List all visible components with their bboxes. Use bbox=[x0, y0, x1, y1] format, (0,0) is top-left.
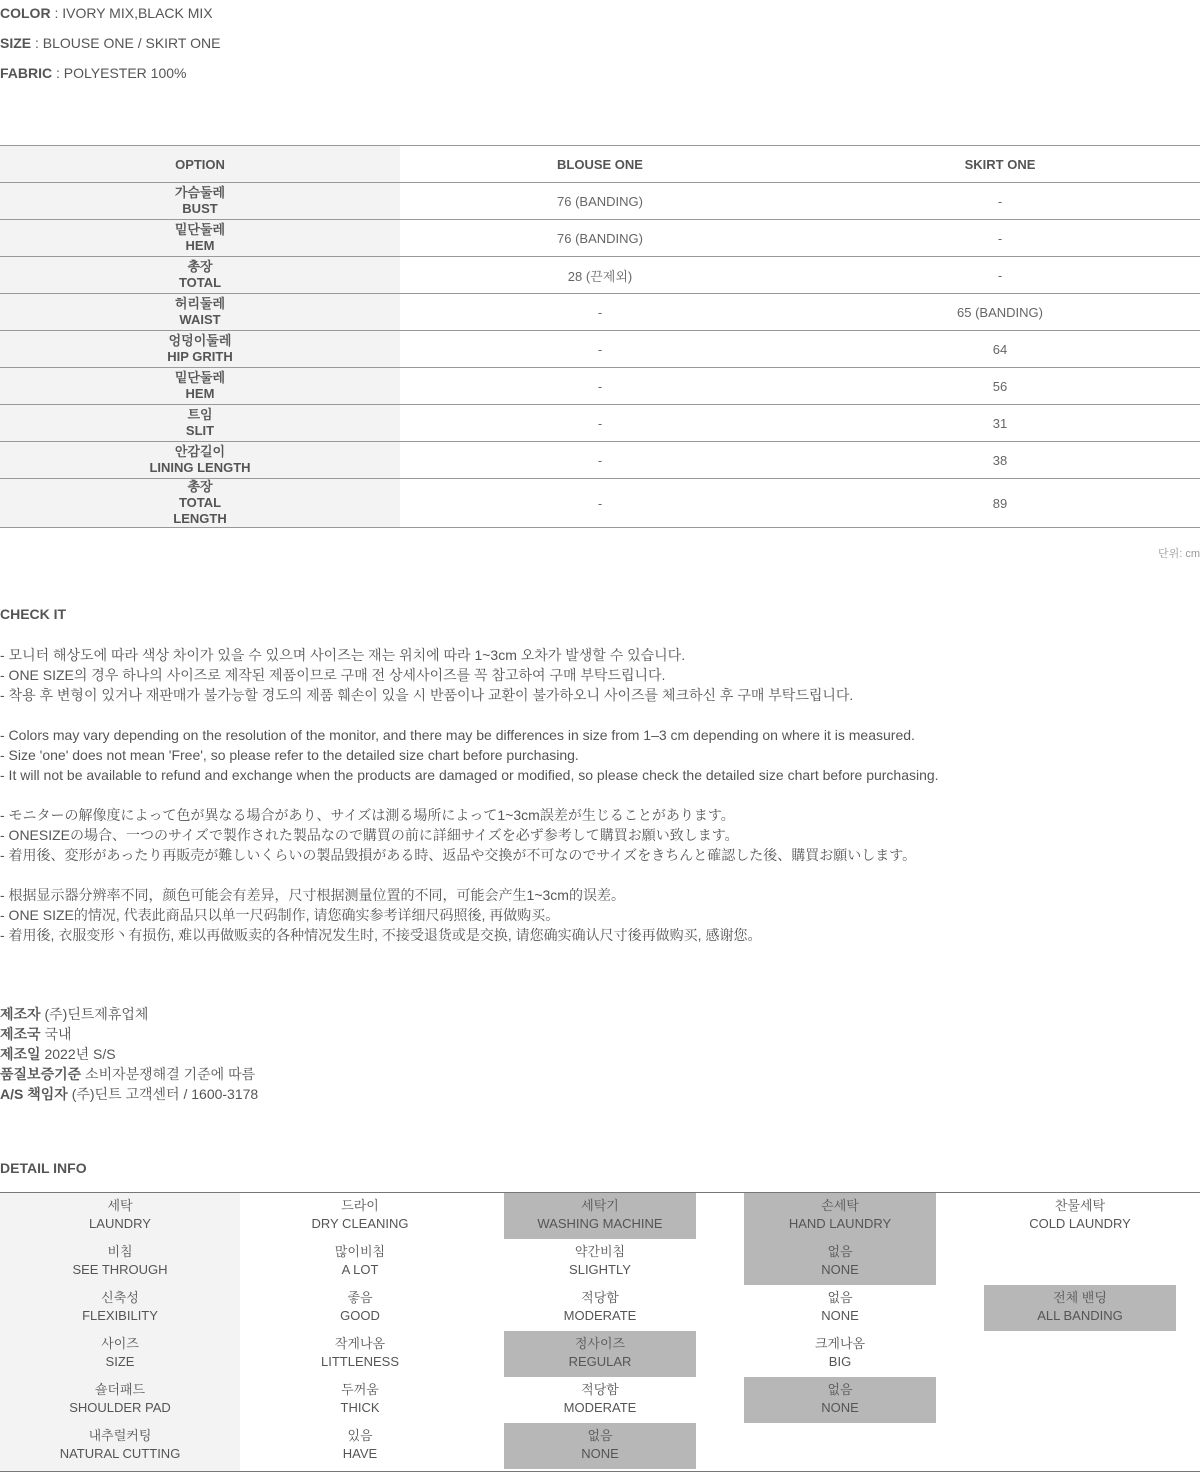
option-en: LITTLENESS bbox=[320, 1354, 400, 1369]
detail-label bbox=[0, 1239, 240, 1285]
spec-fabric bbox=[0, 65, 186, 81]
option-en: SLIGHTLY bbox=[569, 1262, 631, 1277]
spec-color-value: : IVORY MIX,BLACK MIX bbox=[50, 5, 213, 21]
row-label-ko: 총장 bbox=[187, 479, 213, 494]
option-en: DRY CLEANING bbox=[311, 1216, 409, 1231]
header-skirt: SKIRT ONE bbox=[800, 146, 1200, 183]
detail-info-grid bbox=[0, 1192, 1200, 1472]
option-en: MODERATE bbox=[563, 1400, 637, 1415]
detail-label-ko: 신축성 bbox=[101, 1290, 139, 1305]
option-ko: 없음 bbox=[827, 1382, 853, 1397]
notes-english bbox=[0, 725, 1200, 785]
table-row bbox=[0, 183, 1200, 220]
table-row bbox=[0, 405, 1200, 442]
detail-label-ko: 비침 bbox=[107, 1244, 133, 1259]
detail-option-selected bbox=[744, 1239, 936, 1285]
row-label bbox=[0, 405, 400, 442]
detail-option bbox=[264, 1331, 456, 1377]
row-label-en: HEM bbox=[185, 386, 215, 401]
option-en: BIG bbox=[828, 1354, 852, 1369]
option-ko: 적당함 bbox=[581, 1290, 619, 1305]
option-en: WASHING MACHINE bbox=[537, 1216, 663, 1231]
blouse-value: 76 (BANDING) bbox=[400, 183, 800, 220]
option-ko: 없음 bbox=[827, 1290, 853, 1305]
note-line: - ONE SIZE的情况, 代表此商品只以单一尺码制作, 请您确实参考详细尺码照後, 再做购买。 bbox=[0, 907, 560, 923]
detail-label-ko: 숄더패드 bbox=[94, 1382, 146, 1397]
skirt-value: 64 bbox=[800, 331, 1200, 368]
row-label-en: HIP GRITH bbox=[167, 349, 233, 364]
option-ko: 적당함 bbox=[581, 1382, 619, 1397]
spec-fabric-label: FABRIC bbox=[0, 65, 53, 81]
detail-label bbox=[0, 1331, 240, 1377]
option-en: NONE bbox=[821, 1308, 859, 1323]
blouse-value: - bbox=[400, 331, 800, 368]
skirt-value: - bbox=[800, 220, 1200, 257]
note-line: - Size 'one' does not mean 'Free', so please refer to the detailed size chart before purchasing. bbox=[0, 747, 579, 763]
table-row bbox=[0, 479, 1200, 528]
maker-value: (주)딘트제휴업체 bbox=[40, 1006, 149, 1022]
row-label bbox=[0, 183, 400, 220]
detail-label bbox=[0, 1285, 240, 1331]
note-line: - 着用後、変形があったり再販売が難しいくらいの製品毀損がある時、返品や交換が不可なのでサイズをきちんと確認した後、購買お願いします。 bbox=[0, 847, 917, 863]
note-line: - ONESIZEの場合、一つのサイズで製作された製品なので購買の前に詳細サイズを必ず参考して購買お願い致します。 bbox=[0, 827, 739, 843]
size-table-header-row bbox=[0, 146, 1200, 183]
option-ko: 세탁기 bbox=[581, 1198, 619, 1213]
maker-label: 제조자 bbox=[0, 1006, 41, 1022]
skirt-value: 65 (BANDING) bbox=[800, 294, 1200, 331]
option-en: THICK bbox=[340, 1400, 380, 1415]
note-line: - ONE SIZE의 경우 하나의 사이즈로 제작된 제품이므로 구매 전 상세사이즈를 꼭 참고하여 구매 부탁드립니다. bbox=[0, 667, 666, 683]
detail-option bbox=[504, 1239, 696, 1285]
spec-color bbox=[0, 5, 213, 21]
maker-line bbox=[0, 1064, 258, 1084]
row-label-ko: 밑단둘레 bbox=[174, 222, 226, 237]
blouse-value: - bbox=[400, 368, 800, 405]
skirt-value: - bbox=[800, 183, 1200, 220]
maker-value: 2022년 S/S bbox=[40, 1046, 116, 1062]
table-row bbox=[0, 368, 1200, 405]
detail-option bbox=[744, 1285, 936, 1331]
table-row bbox=[0, 220, 1200, 257]
skirt-value: 31 bbox=[800, 405, 1200, 442]
option-en: ALL BANDING bbox=[1037, 1308, 1123, 1323]
detail-label-en: LAUNDRY bbox=[89, 1216, 151, 1231]
option-en: COLD LAUNDRY bbox=[1029, 1216, 1131, 1231]
detail-option bbox=[504, 1377, 696, 1423]
option-en: REGULAR bbox=[568, 1354, 632, 1369]
option-en: GOOD bbox=[340, 1308, 380, 1323]
row-label-en: HEM bbox=[185, 238, 215, 253]
blouse-value: - bbox=[400, 405, 800, 442]
option-ko: 있음 bbox=[347, 1428, 373, 1443]
maker-value: (주)딘트 고객센터 / 1600-3178 bbox=[67, 1086, 259, 1102]
blouse-value: - bbox=[400, 479, 800, 528]
option-en: HAND LAUNDRY bbox=[788, 1216, 892, 1231]
size-table bbox=[0, 145, 1200, 528]
detail-option bbox=[504, 1285, 696, 1331]
table-row bbox=[0, 294, 1200, 331]
table-row bbox=[0, 331, 1200, 368]
maker-line bbox=[0, 1004, 258, 1024]
option-ko: 좋음 bbox=[347, 1290, 373, 1305]
option-ko: 드라이 bbox=[341, 1198, 379, 1213]
note-line: - 着用後, 衣服变形丶有损伤, 难以再做贩卖的各种情况发生时, 不接受退货或是交换, 请您确实确认尺寸後再做购买, 感谢您。 bbox=[0, 927, 762, 943]
maker-label: 제조일 bbox=[0, 1046, 41, 1062]
row-label bbox=[0, 442, 400, 479]
row-label bbox=[0, 257, 400, 294]
row-label-en2: LENGTH bbox=[173, 511, 227, 526]
manufacturer-info bbox=[0, 1004, 258, 1104]
maker-label: A/S 책임자 bbox=[0, 1086, 68, 1102]
blouse-value: 76 (BANDING) bbox=[400, 220, 800, 257]
row-label-ko: 안감길이 bbox=[174, 444, 226, 459]
note-line: - It will not be available to refund and exchange when the products are damaged or modified, so please check the detailed size chart before purchasing. bbox=[0, 767, 939, 783]
blouse-value: 28 (끈제외) bbox=[400, 257, 800, 294]
note-line: - 根据显示器分辨率不同，颜色可能会有差异，尺寸根据测量位置的不同，可能会产生1~3cm的误差。 bbox=[0, 887, 625, 903]
option-en: HAVE bbox=[342, 1446, 378, 1461]
skirt-value: 38 bbox=[800, 442, 1200, 479]
detail-info-title: DETAIL INFO bbox=[0, 1160, 87, 1176]
detail-label bbox=[0, 1377, 240, 1423]
option-en: NONE bbox=[581, 1446, 619, 1461]
detail-option-selected bbox=[504, 1423, 696, 1469]
check-it-notes bbox=[0, 645, 1200, 965]
detail-option bbox=[264, 1285, 456, 1331]
row-label-en: BUST bbox=[182, 201, 218, 216]
row-label bbox=[0, 220, 400, 257]
row-label-ko: 엉덩이둘레 bbox=[168, 333, 232, 348]
option-ko: 손세탁 bbox=[821, 1198, 859, 1213]
detail-label-ko: 내추럴커팅 bbox=[88, 1428, 152, 1443]
table-row bbox=[0, 257, 1200, 294]
option-ko: 없음 bbox=[827, 1244, 853, 1259]
maker-value: 소비자분쟁해결 기준에 따름 bbox=[81, 1066, 256, 1082]
detail-option-selected bbox=[504, 1193, 696, 1239]
note-line: - Colors may vary depending on the resolution of the monitor, and there may be differences in size from 1–3 cm depending on where it is measured. bbox=[0, 727, 915, 743]
row-label bbox=[0, 294, 400, 331]
row-label-ko: 총장 bbox=[187, 259, 213, 274]
row-label-ko: 허리둘레 bbox=[174, 296, 226, 311]
option-ko: 많이비침 bbox=[334, 1244, 386, 1259]
maker-label: 품질보증기준 bbox=[0, 1066, 82, 1082]
detail-option bbox=[264, 1193, 456, 1239]
detail-option bbox=[984, 1193, 1176, 1239]
detail-label-en: NATURAL CUTTING bbox=[59, 1446, 181, 1461]
option-en: NONE bbox=[821, 1262, 859, 1277]
detail-label bbox=[0, 1423, 240, 1469]
detail-option-selected bbox=[744, 1193, 936, 1239]
detail-label bbox=[0, 1193, 240, 1239]
spec-fabric-value: : POLYESTER 100% bbox=[52, 65, 187, 81]
maker-value: 국내 bbox=[40, 1026, 72, 1042]
notes-japanese bbox=[0, 805, 1200, 865]
row-label-ko: 밑단둘레 bbox=[174, 370, 226, 385]
row-label bbox=[0, 479, 400, 528]
spec-size-value: : BLOUSE ONE / SKIRT ONE bbox=[31, 35, 221, 51]
spec-size-label: SIZE bbox=[0, 35, 32, 51]
notes-chinese bbox=[0, 885, 1200, 945]
note-line: - モニターの解像度によって色が異なる場合があり、サイズは測る場所によって1~3cm誤差が生じることがあります。 bbox=[0, 807, 735, 823]
detail-option-selected bbox=[984, 1285, 1176, 1331]
skirt-value: - bbox=[800, 257, 1200, 294]
maker-line bbox=[0, 1044, 258, 1064]
spec-color-label: COLOR bbox=[0, 5, 51, 21]
detail-label-ko: 사이즈 bbox=[101, 1336, 139, 1351]
row-label-ko: 트임 bbox=[187, 407, 213, 422]
spec-size bbox=[0, 35, 220, 51]
maker-label: 제조국 bbox=[0, 1026, 41, 1042]
row-label-ko: 가슴둘레 bbox=[174, 185, 226, 200]
option-ko: 크게나옴 bbox=[814, 1336, 866, 1351]
row-label-en: TOTAL bbox=[178, 495, 222, 510]
row-label-en: TOTAL bbox=[178, 275, 222, 290]
detail-label-en: FLEXIBILITY bbox=[82, 1308, 158, 1323]
row-label-en: WAIST bbox=[179, 312, 221, 327]
option-ko: 작게나옴 bbox=[334, 1336, 386, 1351]
blouse-value: - bbox=[400, 294, 800, 331]
detail-label-en: SIZE bbox=[105, 1354, 135, 1369]
header-blouse: BLOUSE ONE bbox=[400, 146, 800, 183]
option-ko: 없음 bbox=[587, 1428, 613, 1443]
note-line: - 착용 후 변형이 있거나 재판매가 불가능할 경도의 제품 훼손이 있을 시 반품이나 교환이 불가하오니 사이즈를 체크하신 후 구매 부탁드립니다. bbox=[0, 687, 854, 703]
detail-option-selected bbox=[504, 1331, 696, 1377]
detail-option bbox=[264, 1377, 456, 1423]
skirt-value: 56 bbox=[800, 368, 1200, 405]
skirt-value: 89 bbox=[800, 479, 1200, 528]
detail-option-selected bbox=[744, 1377, 936, 1423]
table-row bbox=[0, 442, 1200, 479]
detail-option bbox=[744, 1331, 936, 1377]
detail-label-en: SHOULDER PAD bbox=[69, 1400, 171, 1415]
option-ko: 전체 밴딩 bbox=[1053, 1290, 1107, 1305]
option-en: A LOT bbox=[341, 1262, 379, 1277]
detail-option bbox=[264, 1423, 456, 1469]
option-ko: 약간비침 bbox=[574, 1244, 626, 1259]
blouse-value: - bbox=[400, 442, 800, 479]
option-ko: 찬물세탁 bbox=[1054, 1198, 1106, 1213]
option-ko: 두꺼움 bbox=[341, 1382, 379, 1397]
maker-line bbox=[0, 1024, 258, 1044]
row-label bbox=[0, 331, 400, 368]
row-label-en: SLIT bbox=[185, 423, 215, 438]
detail-label-ko: 세탁 bbox=[107, 1198, 133, 1213]
row-label-en: LINING LENGTH bbox=[149, 460, 251, 475]
detail-option bbox=[264, 1239, 456, 1285]
notes-korean bbox=[0, 645, 1200, 705]
header-option: OPTION bbox=[0, 146, 400, 183]
maker-line bbox=[0, 1084, 258, 1104]
check-it-title: CHECK IT bbox=[0, 606, 67, 622]
option-ko: 정사이즈 bbox=[574, 1336, 626, 1351]
unit-label: 단위: cm bbox=[1157, 548, 1200, 560]
detail-label-en: SEE THROUGH bbox=[72, 1262, 168, 1277]
option-en: MODERATE bbox=[563, 1308, 637, 1323]
row-label bbox=[0, 368, 400, 405]
note-line: - 모니터 해상도에 따라 색상 차이가 있을 수 있으며 사이즈는 재는 위치에 따라 1~3cm 오차가 발생할 수 있습니다. bbox=[0, 647, 686, 663]
option-en: NONE bbox=[821, 1400, 859, 1415]
